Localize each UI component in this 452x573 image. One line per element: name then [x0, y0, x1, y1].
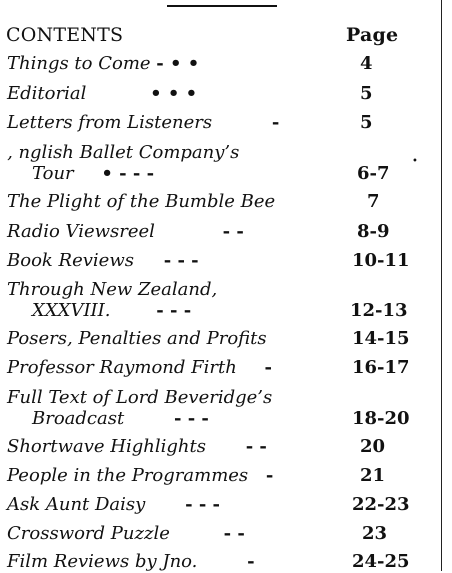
entry-title-text: Book Reviews: [7, 250, 134, 271]
entry-title: [7, 250, 199, 272]
entry-title-text: Tour: [32, 163, 74, 184]
entry-title-text: Film Reviews by Jno.: [7, 551, 198, 572]
entry-title-text: The Plight of the Bumble Bee: [7, 191, 276, 212]
entry-title: [7, 83, 197, 105]
entry-title: [7, 551, 255, 573]
column-rule: [441, 0, 442, 571]
entry-title: [7, 387, 272, 409]
entry-page: 5: [360, 83, 373, 104]
entry-title: [7, 191, 275, 213]
dot-leader: - -: [222, 221, 244, 242]
entry-page: 4: [360, 53, 373, 74]
entry-page: 7: [367, 191, 380, 212]
entry-page: 8-9: [357, 221, 390, 242]
entry-page: 24-25: [352, 551, 410, 572]
entry-title-text: Professor Raymond Firth: [7, 357, 237, 378]
entry-title: [7, 357, 272, 379]
entry-page: 10-11: [352, 250, 410, 271]
entry-title-text: Full Text of Lord Beveridge’s: [7, 387, 273, 408]
entry-title-text: Ask Aunt Daisy: [7, 494, 146, 515]
entry-title: [32, 300, 191, 322]
entry-title-text: Crossword Puzzle: [7, 523, 170, 544]
entry-title-text: ‚ nglish Ballet Company’s: [7, 142, 240, 163]
dot-leader: -: [264, 357, 273, 378]
entry-title: [32, 408, 209, 430]
entry-title-text: Shortwave Highlights: [7, 436, 206, 457]
dot-leader: - • •: [156, 53, 200, 74]
entry-title: [7, 142, 239, 164]
entry-title: [7, 494, 220, 516]
entry-title-text: Radio Viewsreel: [7, 221, 155, 242]
entry-title-text: XXXVIII.: [32, 300, 111, 321]
entry-title: [7, 112, 279, 134]
page-column-label: Page: [346, 24, 399, 46]
entry-title-text: Things to Come: [7, 53, 151, 74]
entry-title: [7, 465, 273, 487]
entry-title: [7, 221, 244, 243]
dot-leader: -: [265, 465, 274, 486]
entry-title-text: Broadcast: [32, 408, 125, 429]
dot-leader: - - -: [156, 300, 192, 321]
dot-leader: - -: [245, 436, 267, 457]
entry-title-text: Through New Zealand,: [7, 279, 218, 300]
entry-title-text: Posers, Penalties and Profits: [7, 328, 267, 349]
dot-leader: • - - -: [101, 163, 155, 184]
entry-title-text: Editorial: [7, 83, 87, 104]
entry-title-text: People in the Programmes: [7, 465, 249, 486]
entry-page: 22-23: [352, 494, 410, 515]
entry-title: [7, 436, 267, 458]
entry-page: 21: [360, 465, 386, 486]
entry-title: [7, 328, 267, 350]
entry-page: 12-13: [350, 300, 408, 321]
dot-leader: - - -: [163, 250, 199, 271]
entry-page: 5: [360, 112, 373, 133]
entry-page: 18-20: [352, 408, 410, 429]
entry-title: [7, 523, 245, 545]
dot-leader: -: [247, 551, 255, 572]
entry-page: 23: [362, 523, 388, 544]
dot-leader: • • •: [150, 83, 198, 104]
entry-page: 16-17: [352, 357, 410, 378]
entry-title-text: Letters from Listeners: [7, 112, 213, 133]
entry-title: [32, 163, 154, 185]
dot-leader: - - -: [173, 408, 209, 429]
entry-page: 14-15: [352, 328, 410, 349]
print-speck: •: [412, 156, 418, 167]
dot-leader: -: [271, 112, 280, 133]
entry-page: 6-7: [357, 163, 390, 184]
dot-leader: - - -: [185, 494, 221, 515]
contents-title: CONTENTS: [6, 24, 124, 46]
entry-page: 20: [360, 436, 386, 457]
dot-leader: - -: [223, 523, 245, 544]
entry-title: [7, 279, 217, 301]
entry-title: [7, 53, 199, 75]
